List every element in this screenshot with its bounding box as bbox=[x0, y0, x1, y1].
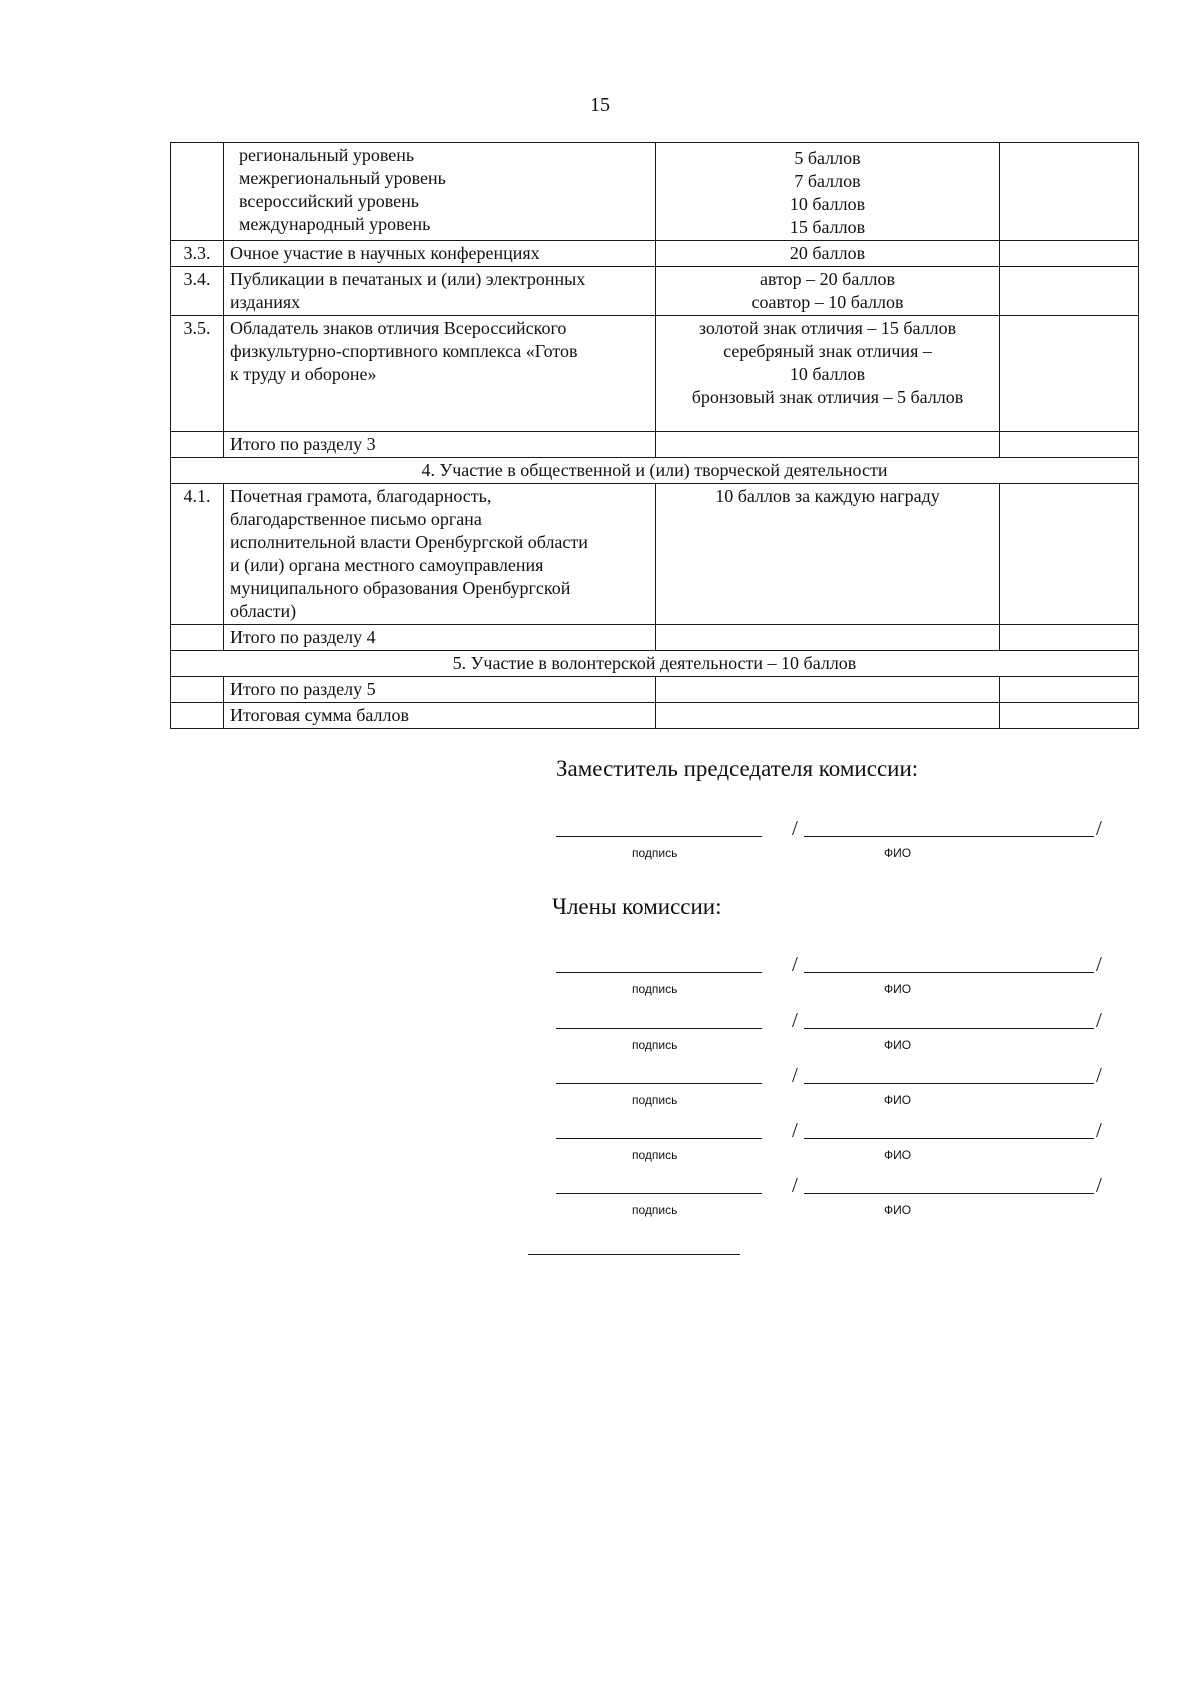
row-points: 20 баллов bbox=[656, 241, 1000, 267]
name-line bbox=[804, 1138, 1094, 1139]
name-line bbox=[804, 1083, 1094, 1084]
slash: / bbox=[1096, 1008, 1102, 1032]
cell-score-empty bbox=[1000, 703, 1139, 729]
slash: / bbox=[792, 816, 798, 840]
document-end-line bbox=[528, 1254, 740, 1255]
name-line bbox=[804, 836, 1094, 837]
level-label: региональный уровень bbox=[239, 145, 415, 165]
name-caption: ФИО bbox=[884, 1038, 912, 1052]
row-points: 10 баллов за каждую награду bbox=[656, 484, 1000, 625]
points-line: соавтор – 10 баллов bbox=[751, 292, 904, 312]
cell-num-empty bbox=[171, 703, 224, 729]
members-heading: Члены комиссии: bbox=[552, 894, 722, 919]
slash: / bbox=[792, 1063, 798, 1087]
cell-num-empty bbox=[171, 677, 224, 703]
cell-num-empty bbox=[171, 625, 224, 651]
signature-caption: подпись bbox=[632, 1148, 678, 1162]
table-row-grand-total bbox=[171, 703, 1139, 729]
signature-line bbox=[556, 836, 762, 837]
table-row-levels bbox=[171, 143, 1139, 241]
cell-points-empty bbox=[656, 625, 1000, 651]
name-line bbox=[804, 1028, 1094, 1029]
description-line: исполнительной власти Оренбургской области bbox=[230, 532, 588, 552]
level-points: 10 баллов bbox=[789, 194, 866, 214]
score-table bbox=[170, 142, 1139, 729]
points-line: бронзовый знак отличия – 5 баллов bbox=[691, 387, 964, 407]
row-number: 3.3. bbox=[171, 241, 224, 267]
name-line bbox=[804, 972, 1094, 973]
cell-score-empty bbox=[1000, 484, 1139, 625]
level-label: международный уровень bbox=[239, 214, 431, 234]
points-line: золотой знак отличия – 15 баллов bbox=[698, 318, 957, 338]
slash: / bbox=[1096, 952, 1102, 976]
member-signature-row bbox=[554, 1059, 1114, 1109]
cell-score-empty bbox=[1000, 267, 1139, 316]
table-row-total-5 bbox=[171, 677, 1139, 703]
slash: / bbox=[792, 1008, 798, 1032]
name-caption: ФИО bbox=[884, 1148, 912, 1162]
row-number: 3.5. bbox=[171, 316, 224, 432]
signature-caption: подпись bbox=[632, 1038, 678, 1052]
total-label: Итого по разделу 5 bbox=[224, 677, 656, 703]
name-caption: ФИО bbox=[884, 1203, 912, 1217]
slash: / bbox=[1096, 816, 1102, 840]
table-row-section-5 bbox=[171, 651, 1139, 677]
row-description bbox=[224, 484, 656, 625]
row-points bbox=[656, 316, 1000, 432]
cell-num-empty bbox=[171, 143, 224, 241]
cell-points-empty bbox=[656, 432, 1000, 458]
points-line: серебряный знак отличия – bbox=[723, 341, 932, 361]
cell-level-labels bbox=[224, 143, 656, 241]
row-description: Очное участие в научных конференциях bbox=[224, 241, 656, 267]
description-line: к труду и обороне» bbox=[230, 364, 377, 384]
row-number: 3.4. bbox=[171, 267, 224, 316]
description-line: изданиях bbox=[230, 292, 301, 312]
slash: / bbox=[1096, 1173, 1102, 1197]
section-heading: 5. Участие в волонтерской деятельности – 10 баллов bbox=[171, 651, 1139, 677]
description-line: физкультурно-спортивного комплекса «Готов bbox=[230, 341, 578, 361]
slash: / bbox=[1096, 1118, 1102, 1142]
cell-score-empty bbox=[1000, 625, 1139, 651]
signature-line bbox=[556, 1193, 762, 1194]
description-line: Обладатель знаков отличия Всероссийского bbox=[230, 318, 567, 338]
description-line: и (или) органа местного самоуправления bbox=[230, 555, 544, 575]
signature-line bbox=[556, 1138, 762, 1139]
grand-total-label: Итоговая сумма баллов bbox=[224, 703, 656, 729]
cell-points-empty bbox=[656, 703, 1000, 729]
page-number: 15 bbox=[590, 94, 610, 116]
cell-points-empty bbox=[656, 677, 1000, 703]
member-signature-row bbox=[554, 948, 1114, 998]
signature-caption: подпись bbox=[632, 982, 678, 996]
row-points bbox=[656, 267, 1000, 316]
signature-caption: подпись bbox=[632, 1093, 678, 1107]
slash: / bbox=[792, 1118, 798, 1142]
level-points: 5 баллов bbox=[794, 148, 861, 168]
cell-num-empty bbox=[171, 432, 224, 458]
cell-score-empty bbox=[1000, 143, 1139, 241]
level-label: межрегиональный уровень bbox=[239, 168, 446, 188]
cell-score-empty bbox=[1000, 241, 1139, 267]
signature-caption: подпись bbox=[632, 1203, 678, 1217]
description-line: Публикации в печатаных и (или) электронных bbox=[230, 269, 586, 289]
signature-line bbox=[556, 1028, 762, 1029]
signature-line bbox=[556, 1083, 762, 1084]
total-label: Итого по разделу 4 bbox=[224, 625, 656, 651]
table-row-3-4 bbox=[171, 267, 1139, 316]
table-row-3-5 bbox=[171, 316, 1139, 432]
section-heading: 4. Участие в общественной и (или) творческой деятельности bbox=[171, 458, 1139, 484]
row-description bbox=[224, 316, 656, 432]
cell-level-points bbox=[656, 143, 1000, 241]
cell-score-empty bbox=[1000, 432, 1139, 458]
table-row-4-1 bbox=[171, 484, 1139, 625]
table-row-total-4 bbox=[171, 625, 1139, 651]
deputy-chair-heading: Заместитель председателя комиссии: bbox=[556, 756, 919, 781]
description-line: муниципального образования Оренбургской bbox=[230, 578, 571, 598]
table-row-3-3 bbox=[171, 241, 1139, 267]
points-line: автор – 20 баллов bbox=[760, 269, 895, 289]
total-label: Итого по разделу 3 bbox=[224, 432, 656, 458]
cell-score-empty bbox=[1000, 677, 1139, 703]
description-line: благодарственное письмо органа bbox=[230, 509, 482, 529]
slash: / bbox=[1096, 1063, 1102, 1087]
table-row-total-3 bbox=[171, 432, 1139, 458]
signature-caption: подпись bbox=[632, 846, 678, 860]
slash: / bbox=[792, 1173, 798, 1197]
name-caption: ФИО bbox=[884, 846, 912, 860]
description-line: области) bbox=[230, 601, 297, 621]
name-caption: ФИО bbox=[884, 1093, 912, 1107]
cell-score-empty bbox=[1000, 316, 1139, 432]
level-points: 7 баллов bbox=[794, 171, 861, 191]
slash: / bbox=[792, 952, 798, 976]
table-row-section-4 bbox=[171, 458, 1139, 484]
level-label: всероссийский уровень bbox=[239, 191, 420, 211]
deputy-signature-row bbox=[554, 812, 1114, 862]
member-signature-row bbox=[554, 1004, 1114, 1054]
member-signature-row bbox=[554, 1114, 1114, 1164]
signature-line bbox=[556, 972, 762, 973]
level-points: 15 баллов bbox=[789, 217, 866, 237]
row-description bbox=[224, 267, 656, 316]
description-line: Почетная грамота, благодарность, bbox=[230, 486, 492, 506]
name-caption: ФИО bbox=[884, 982, 912, 996]
row-number: 4.1. bbox=[171, 484, 224, 625]
member-signature-row bbox=[554, 1169, 1114, 1219]
name-line bbox=[804, 1193, 1094, 1194]
points-line: 10 баллов bbox=[789, 364, 866, 384]
